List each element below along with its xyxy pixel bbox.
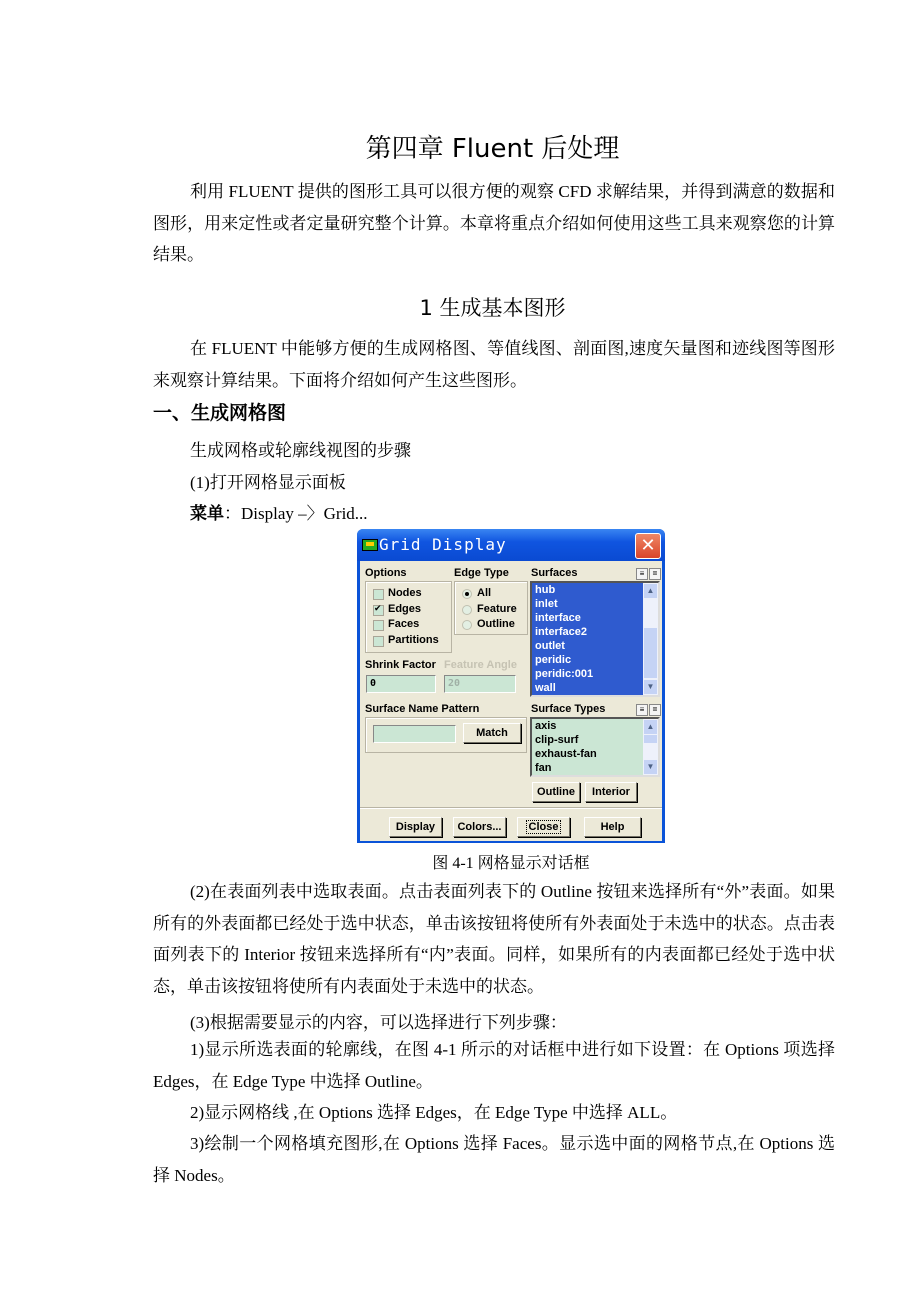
deselect-all-surfaces-icon[interactable]: = bbox=[649, 568, 661, 580]
edge-all-label: All bbox=[477, 587, 492, 599]
display-button-label: Display bbox=[395, 821, 436, 833]
surfaces-list[interactable] bbox=[530, 581, 660, 697]
list-item[interactable]: axis bbox=[535, 720, 557, 732]
menu-path: ：Display –〉Grid... bbox=[224, 504, 368, 523]
sub-step-1: 1)显示所选表面的轮廓线，在图 4-1 所示的对话框中进行如下设置：在 Options 项选择 Edges，在 Edge Type 中选择 Outline。 bbox=[153, 1040, 835, 1091]
partitions-label: Partitions bbox=[388, 634, 439, 646]
edge-all-radio[interactable] bbox=[462, 589, 472, 599]
display-button[interactable] bbox=[389, 817, 442, 837]
nodes-checkbox[interactable] bbox=[373, 589, 384, 600]
step-1: (1)打开网格显示面板 bbox=[190, 473, 346, 492]
subsection-title: 一、生成网格图 bbox=[153, 402, 287, 424]
surface-types-scrollbar[interactable] bbox=[643, 719, 658, 775]
edges-label: Edges bbox=[388, 603, 422, 615]
colors-button-label: Colors... bbox=[457, 821, 502, 833]
close-icon[interactable]: ✕ bbox=[635, 533, 661, 559]
close-button-label: Close bbox=[528, 821, 559, 833]
list-item[interactable]: inlet bbox=[535, 598, 558, 610]
list-item[interactable]: interface2 bbox=[535, 626, 587, 638]
scroll-down-icon[interactable]: ▼ bbox=[644, 760, 657, 774]
interior-button[interactable] bbox=[585, 782, 637, 802]
help-button[interactable] bbox=[584, 817, 641, 837]
list-item[interactable]: wall bbox=[535, 682, 556, 694]
scroll-up-icon[interactable]: ▲ bbox=[644, 584, 657, 598]
edge-feature-label: Feature bbox=[477, 603, 517, 615]
shrink-factor-label: Shrink Factor bbox=[365, 659, 436, 671]
select-all-surfaces-icon[interactable]: ≡ bbox=[636, 568, 648, 580]
faces-checkbox[interactable] bbox=[373, 620, 384, 631]
edge-outline-label: Outline bbox=[477, 618, 515, 630]
edge-type-label: Edge Type bbox=[454, 567, 509, 579]
feature-angle-input: 20 bbox=[444, 675, 516, 693]
scroll-thumb[interactable] bbox=[644, 628, 657, 678]
list-item[interactable]: exhaust-fan bbox=[535, 748, 597, 760]
list-item[interactable]: outlet bbox=[535, 640, 565, 652]
nodes-label: Nodes bbox=[388, 587, 422, 599]
surfaces-label: Surfaces bbox=[531, 567, 578, 579]
scroll-thumb[interactable] bbox=[644, 735, 657, 743]
figure-caption: 图 4-1 网格显示对话框 bbox=[432, 855, 590, 872]
surface-types-list[interactable] bbox=[530, 717, 660, 777]
section-intro-paragraph: 在 FLUENT 中能够方便的生成网格图、等值线图、剖面图,速度矢量图和迹线图等图形来观察计算结果。下面将介绍如何产生这些图形。 bbox=[153, 339, 835, 390]
colors-button[interactable] bbox=[453, 817, 506, 837]
options-label: Options bbox=[365, 567, 407, 579]
partitions-checkbox[interactable] bbox=[373, 636, 384, 647]
list-item[interactable]: peridic bbox=[535, 654, 572, 666]
divider bbox=[360, 807, 662, 809]
shrink-factor-input[interactable]: 0 bbox=[366, 675, 436, 693]
match-button[interactable] bbox=[463, 723, 521, 743]
list-item[interactable]: hub bbox=[535, 584, 556, 596]
list-item[interactable]: fan bbox=[535, 762, 552, 774]
close-button[interactable] bbox=[517, 817, 570, 837]
outline-button[interactable] bbox=[532, 782, 580, 802]
select-all-types-icon[interactable]: ≡ bbox=[636, 704, 648, 716]
edge-outline-radio[interactable] bbox=[462, 620, 472, 630]
feature-angle-label: Feature Angle bbox=[444, 659, 517, 671]
list-item[interactable]: clip-surf bbox=[535, 734, 579, 746]
chapter-title: 第四章 Fluent 后处理 bbox=[365, 134, 620, 164]
sub-step-3: 3)绘制一个网格填充图形,在 Options 选择 Faces。显示选中面的网格节点,在 Options 选择 Nodes。 bbox=[153, 1134, 835, 1185]
surface-name-pattern-label: Surface Name Pattern bbox=[365, 703, 480, 715]
outline-button-label: Outline bbox=[537, 786, 575, 798]
deselect-all-types-icon[interactable]: = bbox=[649, 704, 661, 716]
dialog-titlebar[interactable] bbox=[357, 529, 665, 561]
grid-display-dialog bbox=[357, 529, 665, 843]
step-3: (3)根据需要显示的内容，可以选择进行下列步骤： bbox=[190, 1013, 567, 1032]
steps-heading: 生成网格或轮廓线视图的步骤 bbox=[190, 441, 411, 460]
scroll-down-icon[interactable]: ▼ bbox=[644, 680, 657, 694]
menu-line bbox=[190, 499, 368, 524]
app-icon bbox=[362, 539, 378, 551]
menu-label: 菜单 bbox=[190, 504, 224, 523]
surface-types-label: Surface Types bbox=[531, 703, 606, 715]
help-button-label: Help bbox=[600, 821, 625, 833]
list-item[interactable]: interface bbox=[535, 612, 581, 624]
match-button-label: Match bbox=[476, 727, 508, 739]
dialog-body bbox=[360, 561, 662, 841]
surface-name-pattern-input[interactable] bbox=[373, 725, 456, 743]
sub-step-2: 2)显示网格线 ,在 Options 选择 Edges，在 Edge Type 中选择 ALL。 bbox=[190, 1103, 678, 1122]
edges-checkbox[interactable] bbox=[373, 605, 384, 616]
edge-feature-radio[interactable] bbox=[462, 605, 472, 615]
surfaces-scrollbar[interactable] bbox=[643, 583, 658, 695]
step-2-paragraph: (2)在表面列表中选取表面。点击表面列表下的 Outline 按钮来选择所有“外”表面。如果所有的外表面都已经处于选中状态，单击该按钮将使所有外表面处于未选中的状态。点击表面列表下的 Interior 按钮来选择所有“内”表面。同样，如果所有的内表面都已经处于选中状态，单击该按钮将使所有内表面处于未选中的状态。 bbox=[153, 882, 835, 996]
section-title: 1 生成基本图形 bbox=[419, 296, 566, 320]
list-item[interactable]: peridic:001 bbox=[535, 668, 594, 680]
dialog-title: Grid Display bbox=[379, 535, 507, 554]
interior-button-label: Interior bbox=[592, 786, 630, 798]
scroll-up-icon[interactable]: ▲ bbox=[644, 720, 657, 734]
faces-label: Faces bbox=[388, 618, 420, 630]
intro-paragraph: 利用 FLUENT 提供的图形工具可以很方便的观察 CFD 求解结果，并得到满意的数据和图形，用来定性或者定量研究整个计算。本章将重点介绍如何使用这些工具来观察您的计算结果。 bbox=[153, 182, 835, 264]
